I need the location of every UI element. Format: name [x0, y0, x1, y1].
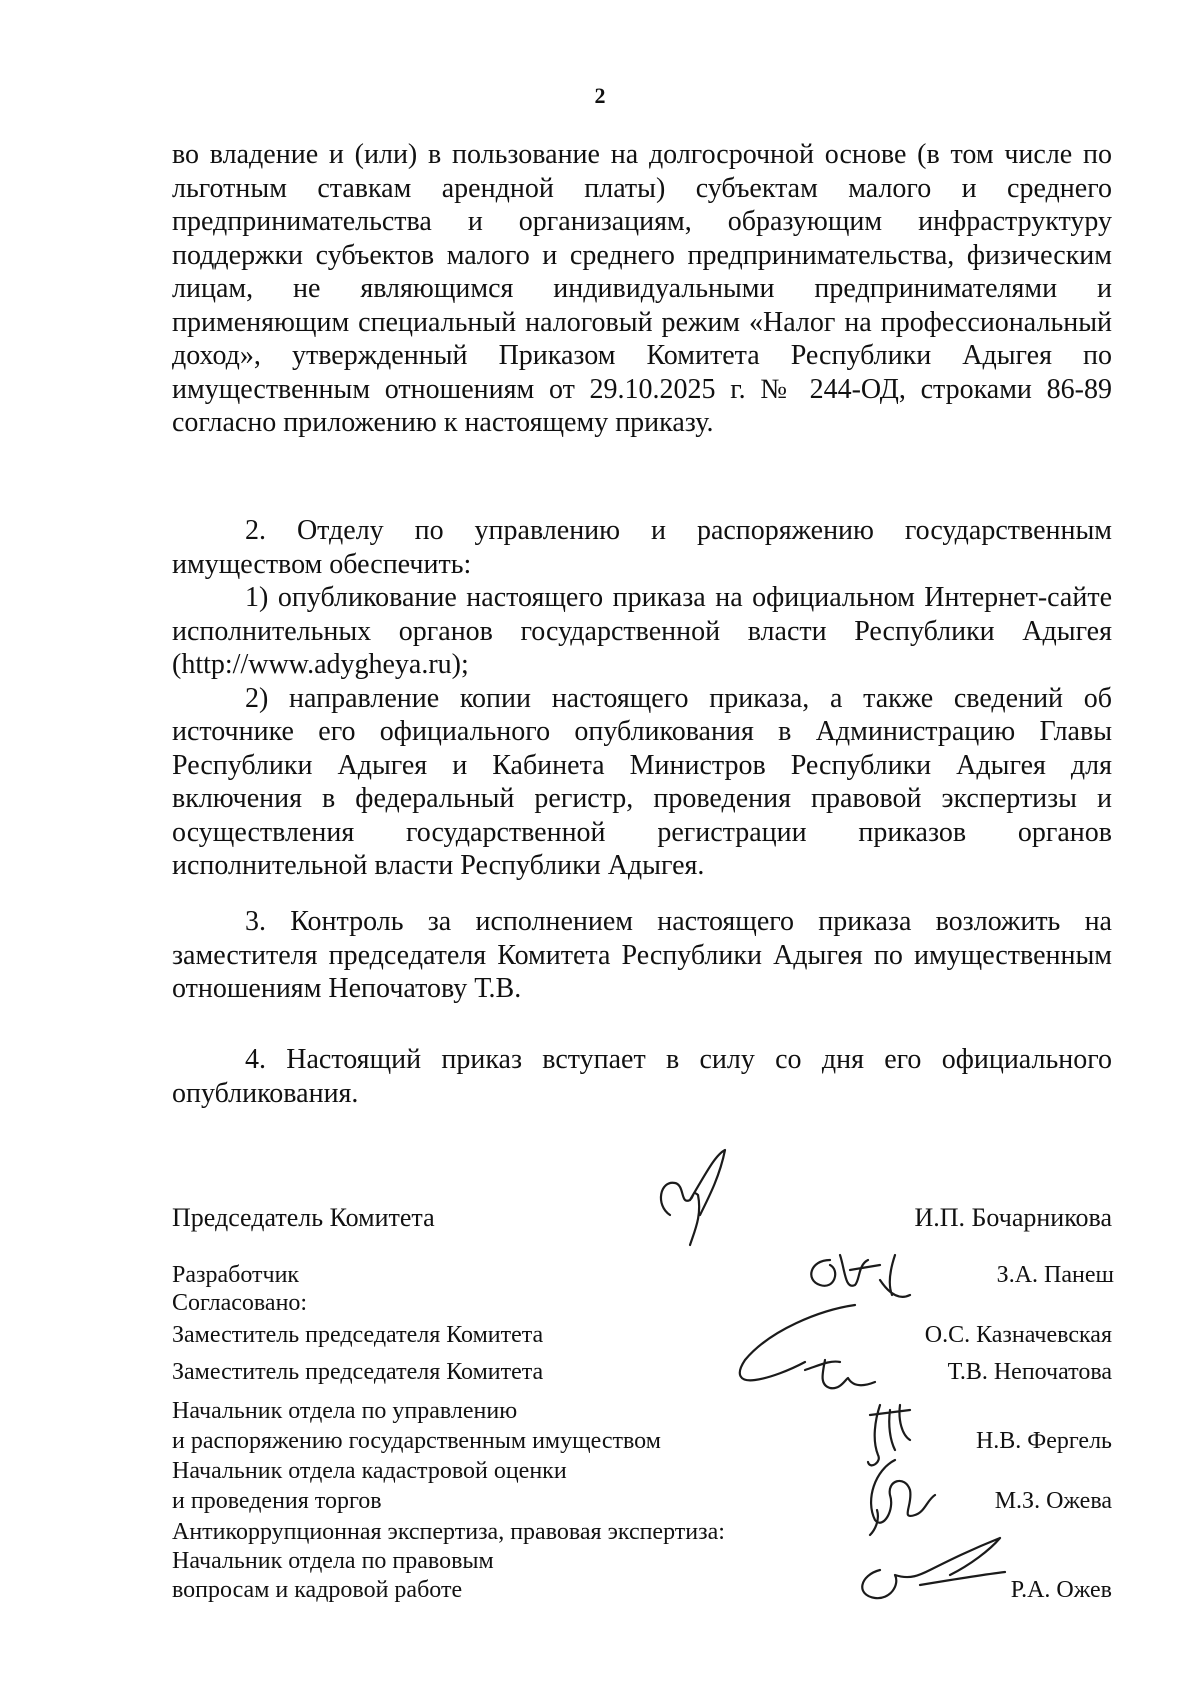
text-line: 2) направление копии настоящего приказа, а также сведений об — [245, 682, 1112, 714]
legal-head-signature-icon — [850, 1530, 1010, 1610]
head-cadastral-line-1: Начальник отдела кадастровой оценки — [172, 1458, 567, 1484]
cadastral-head-signature-icon — [855, 1450, 945, 1540]
deputy-2-title: Заместитель председателя Комитета — [172, 1359, 544, 1385]
text-line: 3. Контроль за исполнением настоящего приказа возложить на — [245, 906, 1112, 937]
text-line: опубликования. — [172, 1077, 359, 1109]
text-line: льготным ставкам арендной платы) субъектам малого и среднего — [172, 172, 1112, 204]
deputy-1-title: Заместитель председателя Комитета — [172, 1322, 544, 1348]
deputy-2-signature-icon — [800, 1350, 890, 1400]
paragraph-1 — [172, 138, 1112, 440]
text-line: заместителя председателя Комитета Республики Адыгея по имущественным — [172, 939, 1112, 971]
text-line: лицам, не являющимся индивидуальными предпринимателями и — [172, 273, 1112, 304]
developer-label: Разработчик — [172, 1262, 300, 1288]
text-line: включения в федеральный регистр, проведения правовой экспертизы и — [172, 783, 1112, 814]
text-line: исполнительной власти Республики Адыгея. — [172, 850, 705, 881]
page-number: 2 — [594, 83, 606, 108]
head-property-name: Н.В. Фергель — [975, 1428, 1112, 1454]
paragraph-4 — [172, 1043, 1112, 1110]
developer-name: З.А. Панеш — [996, 1262, 1114, 1288]
text-line: источнике его официального опубликования в Администрацию Главы — [172, 716, 1112, 747]
head-property-line-2: и распоряжению государственным имуществом — [172, 1428, 661, 1454]
paragraph-3 — [172, 905, 1112, 1006]
agreed-label: Согласовано: — [172, 1290, 308, 1316]
text-line: исполнительных органов государственной власти Республики Адыгея — [172, 615, 1112, 647]
text-line: имуществом обеспечить: — [172, 548, 472, 580]
chair-title: Председатель Комитета — [172, 1203, 435, 1232]
head-cadastral-name: М.З. Ожева — [994, 1488, 1112, 1514]
expertise-label: Антикоррупционная экспертиза, правовая экспертиза: — [172, 1519, 725, 1545]
deputy-2-name: Т.В. Непочатова — [947, 1359, 1112, 1385]
text-line: согласно приложению к настоящему приказу. — [172, 407, 714, 438]
text-line: 1) опубликование настоящего приказа на официальном Интернет-сайте — [245, 582, 1112, 613]
deputy-1-name: О.С. Казначевская — [924, 1322, 1112, 1348]
text-line: 4. Настоящий приказ вступает в силу со дня его официального — [245, 1044, 1112, 1075]
text-line: применяющим специальный налоговый режим «Налог на профессиональный — [172, 306, 1112, 338]
chair-signature-icon — [650, 1145, 730, 1255]
text-line: Республики Адыгея и Кабинета Министров Республики Адыгея для — [172, 749, 1112, 781]
head-legal-line-1: Начальник отдела по правовым — [172, 1548, 494, 1574]
text-line: доход», утвержденный Приказом Комитета Республики Адыгея по — [172, 340, 1112, 371]
chair-name: И.П. Бочарникова — [914, 1203, 1112, 1232]
text-line: 2. Отделу по управлению и распоряжению государственным — [245, 515, 1112, 546]
text-line: имущественным отношениям от 29.10.2025 г. № 244-ОД, строками 86-89 — [172, 373, 1112, 405]
text-line: предпринимательства и организациям, образующим инфраструктуру — [172, 206, 1112, 237]
text-line: (http://www.adygheya.ru); — [172, 649, 469, 680]
text-line: во владение и (или) в пользование на долгосрочной основе (в том числе по — [172, 139, 1112, 170]
head-cadastral-line-2: и проведения торгов — [172, 1488, 382, 1514]
head-property-line-1: Начальник отдела по управлению — [172, 1398, 518, 1424]
text-line: отношениям Непочатову Т.В. — [172, 973, 522, 1004]
head-legal-line-2: вопросам и кадровой работе — [172, 1577, 463, 1603]
head-legal-name: Р.А. Ожев — [1010, 1577, 1112, 1603]
text-line: осуществления государственной регистрации приказов органов — [172, 816, 1112, 848]
text-line: поддержки субъектов малого и среднего предпринимательства, физическим — [172, 239, 1112, 271]
paragraph-2 — [172, 514, 1112, 883]
